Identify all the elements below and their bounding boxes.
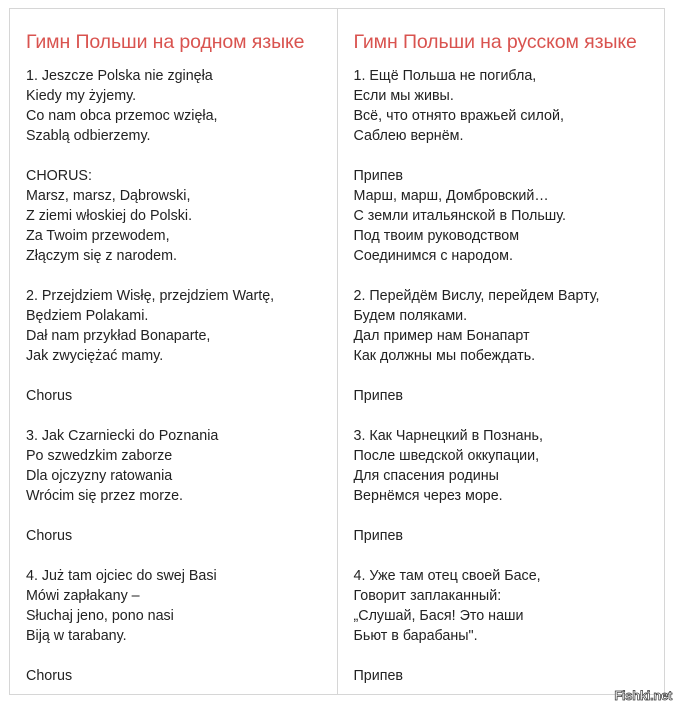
lyric-line: „Слушай, Бася! Это наши [353, 608, 524, 624]
lyric-line: Как должны мы побеждать. [353, 348, 536, 364]
lyric-line [26, 506, 337, 526]
lyric-line: Za Twoim przewodem, [26, 228, 170, 244]
lyric-line [354, 506, 665, 526]
lyric-line: Если мы живы. [353, 88, 454, 104]
anthem-comparison-table [9, 8, 665, 695]
polish-lyrics [26, 66, 337, 686]
lyric-line: Под твоим руководством [353, 228, 520, 244]
lyric-line: Бьют в барабаны". [353, 628, 478, 644]
lyric-line [354, 406, 665, 426]
lyric-line: Wrócim się przez morze. [26, 488, 184, 504]
lyric-line: Марш, марш, Домбровский… [353, 188, 549, 204]
lyric-line [354, 146, 665, 166]
lyric-line: Dał nam przykład Bonaparte, [26, 328, 211, 344]
lyric-line: Będziem Polakami. [26, 308, 149, 324]
russian-translation-column [338, 9, 665, 694]
lyric-line: Dla ojczyzny ratowania [26, 468, 173, 484]
lyric-line: 4. Уже там отец своей Басе, [353, 568, 541, 584]
lyric-line: 2. Przejdziem Wisłę, przejdziem Wartę, [26, 288, 275, 304]
lyric-line: 2. Перейдём Вислу, перейдем Варту, [353, 288, 600, 304]
lyric-line: Припев [353, 388, 404, 404]
lyric-line [354, 366, 665, 386]
lyric-line: Припев [353, 668, 404, 684]
lyric-line: Припев [353, 528, 404, 544]
lyric-line: Саблею вернём. [353, 128, 464, 144]
lyric-line: Для спасения родины [353, 468, 499, 484]
lyric-line [26, 366, 337, 386]
lyric-line: Biją w tarabany. [26, 628, 127, 644]
lyric-line: Будем поляками. [353, 308, 468, 324]
lyric-line: Kiedy my żyjemy. [26, 88, 137, 104]
lyric-line: Szablą odbierzemy. [26, 128, 151, 144]
lyric-line: 3. Как Чарнецкий в Познань, [353, 428, 543, 444]
lyric-line [26, 546, 337, 566]
lyric-line: Chorus [26, 668, 73, 684]
lyric-line: Po szwedzkim zaborze [26, 448, 173, 464]
lyric-line: Co nam obca przemoc wzięła, [26, 108, 218, 124]
lyric-line: Припев [353, 168, 404, 184]
lyric-line: Вернёмся через море. [353, 488, 503, 504]
watermark-logo: Fishki.net [614, 688, 672, 703]
lyric-line [354, 546, 665, 566]
lyric-line [26, 146, 337, 166]
lyric-line: Соединимся с народом. [353, 248, 513, 264]
lyric-line: 1. Jeszcze Polska nie zginęła [26, 68, 213, 84]
lyric-line: С земли итальянской в Польшу. [353, 208, 566, 224]
lyric-line [354, 266, 665, 286]
lyric-line [26, 406, 337, 426]
lyric-line: Chorus [26, 528, 73, 544]
lyric-line: Złączym się z narodem. [26, 248, 177, 264]
polish-original-column [10, 9, 338, 694]
lyric-line: CHORUS: [26, 168, 92, 184]
lyric-line: Słuchaj jeno, pono nasi [26, 608, 174, 624]
russian-lyrics [354, 66, 665, 686]
lyric-line: Mówi zapłakany – [26, 588, 140, 604]
lyric-line: Chorus [26, 388, 73, 404]
lyric-line: Дал пример нам Бонапарт [353, 328, 530, 344]
lyric-line: 1. Ещё Польша не погибла, [353, 68, 537, 84]
lyric-line: Jak zwyciężać mamy. [26, 348, 164, 364]
column-title-russian: Гимн Польши на русском языке [353, 31, 637, 53]
lyric-line [354, 646, 665, 666]
lyric-line [26, 646, 337, 666]
lyric-line: Всё, что отнято вражьей силой, [353, 108, 564, 124]
lyric-line: 4. Już tam ojciec do swej Basi [26, 568, 217, 584]
lyric-line: Marsz, marsz, Dąbrowski, [26, 188, 191, 204]
column-title-polish: Гимн Польши на родном языке [26, 31, 305, 53]
lyric-line: После шведской оккупации, [353, 448, 540, 464]
lyric-line [26, 266, 337, 286]
lyric-line: Z ziemi włoskiej do Polski. [26, 208, 193, 224]
lyric-line: Говорит заплаканный: [353, 588, 502, 604]
lyric-line: 3. Jak Czarniecki do Poznania [26, 428, 219, 444]
